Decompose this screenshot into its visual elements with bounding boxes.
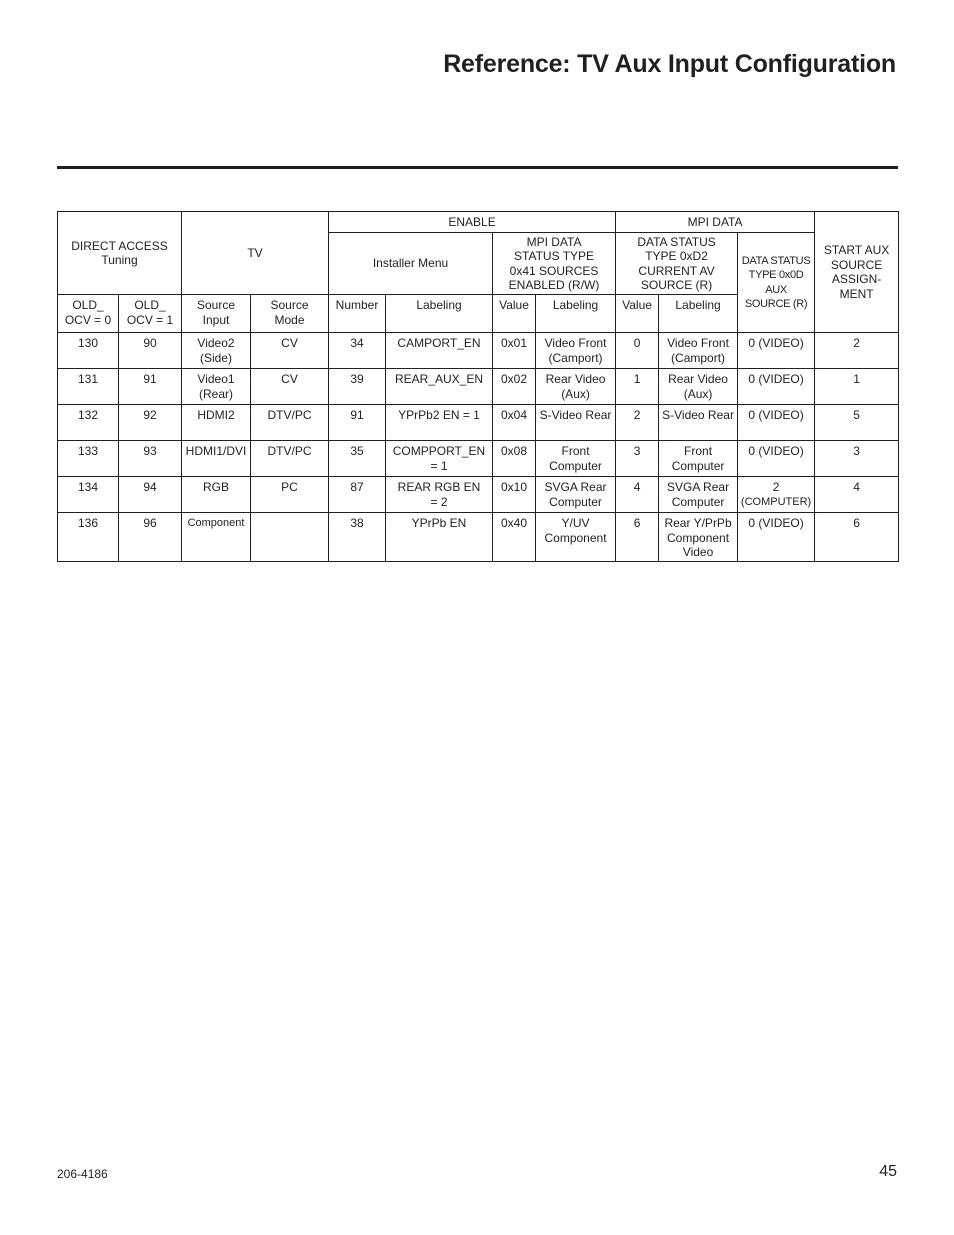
document-number: 206-4186 <box>57 1167 108 1181</box>
cell-ocv0: 136 <box>58 513 119 562</box>
col-value-0xd2: Value <box>616 295 659 333</box>
header-tv: TV <box>182 212 329 295</box>
page-number: 45 <box>879 1163 897 1180</box>
cell-value-0x41: 0x02 <box>493 369 536 405</box>
table-row <box>58 477 899 513</box>
table-row <box>58 441 899 477</box>
cell-labeling-0x41: Video Front (Camport) <box>536 333 616 369</box>
header-enable: ENABLE <box>329 212 616 233</box>
cell-source-input: Component <box>182 513 251 562</box>
table-row <box>58 513 899 562</box>
cell-value-0x41: 0x40 <box>493 513 536 562</box>
cell-ocv1: 90 <box>119 333 182 369</box>
cell-number: 35 <box>329 441 386 477</box>
cell-aux-source: 0 (VIDEO) <box>738 369 815 405</box>
cell-labeling: YPrPb2 EN = 1 <box>386 405 493 441</box>
cell-labeling: COMPPORT_EN = 1 <box>386 441 493 477</box>
cell-value-0x41: 0x08 <box>493 441 536 477</box>
col-labeling-0xd2: Labeling <box>659 295 738 333</box>
cell-labeling-0x41: Y/UV Component <box>536 513 616 562</box>
header-data-status-0xd2: DATA STATUS TYPE 0xD2 CURRENT AV SOURCE (R) <box>616 233 738 295</box>
page-title: Reference: TV Aux Input Configuration <box>443 50 896 78</box>
cell-ocv0: 132 <box>58 405 119 441</box>
cell-source-mode: DTV/PC <box>251 405 329 441</box>
cell-ocv0: 133 <box>58 441 119 477</box>
cell-labeling: REAR_AUX_EN <box>386 369 493 405</box>
cell-source-mode: CV <box>251 333 329 369</box>
title-rule <box>57 166 898 169</box>
cell-ocv1: 94 <box>119 477 182 513</box>
cell-value-0x41: 0x01 <box>493 333 536 369</box>
cell-number: 39 <box>329 369 386 405</box>
cell-value-0xd2: 4 <box>616 477 659 513</box>
cell-value-0xd2: 2 <box>616 405 659 441</box>
cell-source-input: RGB <box>182 477 251 513</box>
header-start-aux-source-assignment: START AUX SOURCE ASSIGN- MENT <box>815 212 899 333</box>
cell-aux-source: 0 (VIDEO) <box>738 513 815 562</box>
table-row <box>58 333 899 369</box>
col-labeling-installer: Labeling <box>386 295 493 333</box>
header-mpi-data: MPI DATA <box>616 212 815 233</box>
cell-labeling: CAMPORT_EN <box>386 333 493 369</box>
col-old-ocv-0: OLD_ OCV = 0 <box>58 295 119 333</box>
col-old-ocv-1: OLD_ OCV = 1 <box>119 295 182 333</box>
cell-value-0xd2: 6 <box>616 513 659 562</box>
cell-labeling-0xd2: Front Computer <box>659 441 738 477</box>
cell-ocv0: 134 <box>58 477 119 513</box>
cell-labeling: REAR RGB EN = 2 <box>386 477 493 513</box>
cell-source-input: Video1 (Rear) <box>182 369 251 405</box>
cell-ocv1: 96 <box>119 513 182 562</box>
header-installer-menu: Installer Menu <box>329 233 493 295</box>
cell-labeling-0xd2: Video Front (Camport) <box>659 333 738 369</box>
cell-source-input: Video2 (Side) <box>182 333 251 369</box>
cell-start-aux: 4 <box>815 477 899 513</box>
cell-labeling-0x41: S-Video Rear <box>536 405 616 441</box>
cell-source-input: HDMI1/DVI <box>182 441 251 477</box>
cell-start-aux: 2 <box>815 333 899 369</box>
cell-aux-source: 2 (COMPUTER) <box>738 477 815 513</box>
cell-number: 91 <box>329 405 386 441</box>
col-source-input: Source Input <box>182 295 251 333</box>
cell-start-aux: 1 <box>815 369 899 405</box>
cell-aux-source: 0 (VIDEO) <box>738 405 815 441</box>
cell-aux-source: 0 (VIDEO) <box>738 441 815 477</box>
col-number: Number <box>329 295 386 333</box>
cell-source-mode: CV <box>251 369 329 405</box>
cell-ocv0: 131 <box>58 369 119 405</box>
cell-start-aux: 3 <box>815 441 899 477</box>
cell-labeling-0x41: Rear Video (Aux) <box>536 369 616 405</box>
cell-labeling-0xd2: Rear Y/PrPb Component Video <box>659 513 738 562</box>
cell-ocv1: 92 <box>119 405 182 441</box>
cell-number: 87 <box>329 477 386 513</box>
cell-labeling-0x41: SVGA Rear Computer <box>536 477 616 513</box>
header-direct-access: DIRECT ACCESS Tuning <box>58 212 182 295</box>
cell-labeling-0xd2: S-Video Rear <box>659 405 738 441</box>
cell-aux-source: 0 (VIDEO) <box>738 333 815 369</box>
cell-number: 38 <box>329 513 386 562</box>
cell-value-0xd2: 3 <box>616 441 659 477</box>
col-source-mode: Source Mode <box>251 295 329 333</box>
cell-value-0xd2: 0 <box>616 333 659 369</box>
cell-labeling: YPrPb EN <box>386 513 493 562</box>
cell-number: 34 <box>329 333 386 369</box>
cell-start-aux: 6 <box>815 513 899 562</box>
col-value-0x41: Value <box>493 295 536 333</box>
cell-source-mode: DTV/PC <box>251 441 329 477</box>
cell-labeling-0xd2: Rear Video (Aux) <box>659 369 738 405</box>
aux-input-config-table <box>57 211 899 562</box>
header-data-status-0x0d: DATA STATUS TYPE 0x0D AUX SOURCE (R) <box>738 233 815 333</box>
cell-labeling-0x41: Front Computer <box>536 441 616 477</box>
cell-source-mode <box>251 513 329 562</box>
header-mpi-status-type-0x41: MPI DATA STATUS TYPE 0x41 SOURCES ENABLED (R/W) <box>493 233 616 295</box>
table-row <box>58 369 899 405</box>
col-labeling-0x41: Labeling <box>536 295 616 333</box>
cell-labeling-0xd2: SVGA Rear Computer <box>659 477 738 513</box>
cell-value-0xd2: 1 <box>616 369 659 405</box>
cell-ocv0: 130 <box>58 333 119 369</box>
cell-value-0x41: 0x10 <box>493 477 536 513</box>
cell-ocv1: 91 <box>119 369 182 405</box>
cell-value-0x41: 0x04 <box>493 405 536 441</box>
cell-source-input: HDMI2 <box>182 405 251 441</box>
table-row <box>58 405 899 441</box>
cell-source-mode: PC <box>251 477 329 513</box>
cell-start-aux: 5 <box>815 405 899 441</box>
cell-ocv1: 93 <box>119 441 182 477</box>
